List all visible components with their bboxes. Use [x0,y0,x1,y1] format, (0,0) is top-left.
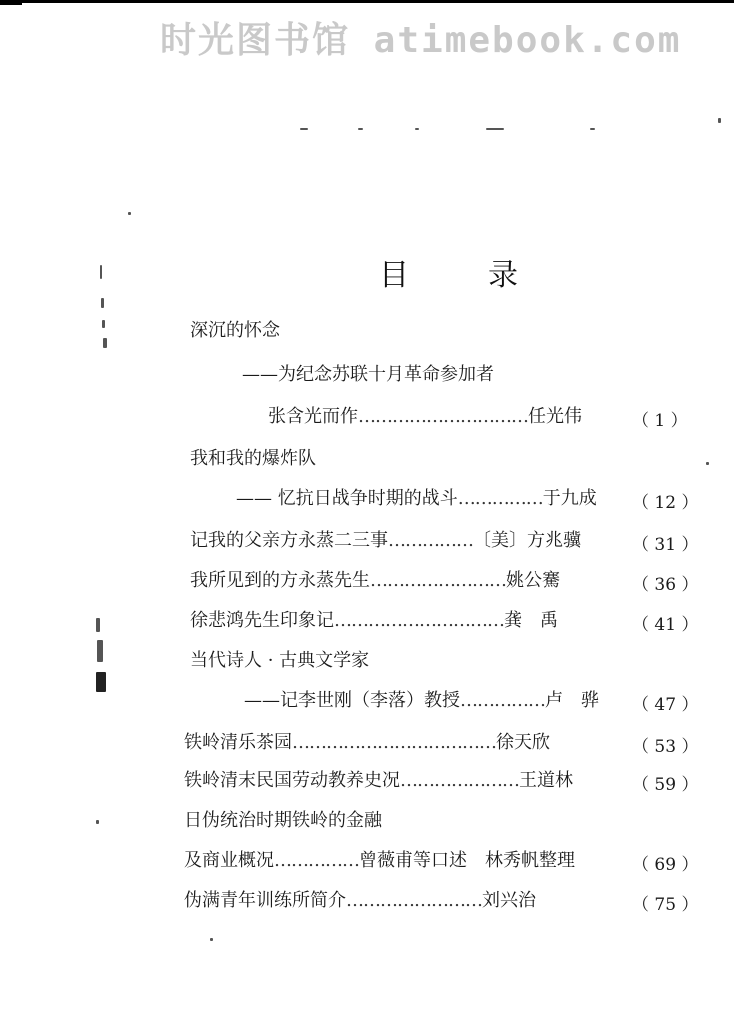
toc-entry-title: 伪满青年训练所简介 [184,890,346,911]
scan-speck [718,118,721,123]
toc-entry-author: 姚公騫 [506,570,560,591]
toc-entry-author: 于九成 [542,488,597,509]
scan-speck [100,265,102,279]
scan-speck [96,672,106,692]
toc-entry-title: 铁岭清末民国劳动教养史况 [184,770,400,791]
toc-entry-author: 刘兴治 [482,890,536,911]
toc-entry-page: （ 53 ） [632,737,699,757]
toc-title-char-2: 录 [488,258,518,293]
toc-entry-title: 及商业概况 [184,850,274,871]
toc-entry-title: 日伪统治时期铁岭的金融 [184,810,382,831]
toc-entry-title: 铁岭清乐茶园 [184,732,292,753]
toc-entry-title: 当代诗人 · 古典文学家 [190,650,370,671]
top-border-mark [0,0,22,5]
scan-speck [102,320,105,328]
toc-entry-leader: ……………………………… [292,732,496,753]
toc-entry [244,690,599,712]
toc-entry [236,488,597,510]
toc-entry-title: —— 忆抗日战争时期的战斗 [236,488,458,509]
toc-entry-leader: …………………… [346,890,482,911]
toc-entry-leader: …………… [388,530,473,551]
toc-entry-author: 曾薇甫等口述 林秀帆整理 [359,850,575,871]
toc-entry-title: 记我的父亲方永蒸二三事 [190,530,388,551]
toc-entry [184,890,536,912]
scan-speck [96,820,99,824]
toc-entry-subtitle: ——为纪念苏联十月革命参加者 [242,364,494,385]
scan-speck [415,128,419,130]
toc-entry-author: 龚 禹 [504,610,558,631]
toc-entry-title: 张含光而作 [268,406,358,427]
toc-entry-page: （ 31 ） [632,535,699,555]
toc-entry-page: （ 1 ） [632,411,688,431]
toc-entry-page: （ 47 ） [632,695,699,715]
toc-entry-leader: ………………… [400,770,519,791]
watermark: 时光图书馆 atimebook.com [160,20,682,61]
toc-entry-title: 我所见到的方永蒸先生 [190,570,370,591]
scan-speck [590,128,595,130]
scan-speck [358,128,363,130]
scan-speck [97,640,103,662]
toc-entry [190,448,316,470]
toc-entry-title: ——记李世刚（李落）教授 [244,690,460,711]
toc-entry [190,570,560,592]
toc-entry-leader: …………………… [370,570,506,591]
toc-entry-author: 任光伟 [528,406,582,427]
scan-speck [101,298,104,308]
scan-speck [103,338,107,348]
scan-speck [706,462,709,465]
scan-speck [128,212,131,215]
toc-entry-leader: …………… [457,488,543,509]
toc-entry-page: （ 75 ） [632,895,699,915]
toc-entry-page: （ 12 ） [632,493,699,513]
toc-entry [184,732,550,754]
toc-entry-page: （ 41 ） [632,615,699,635]
toc-entry-leader: …………… [460,690,545,711]
toc-entry-author: 徐天欣 [496,732,550,753]
toc-entry [184,810,382,832]
toc-entry [190,530,581,552]
scan-speck [300,128,308,130]
scan-speck [486,128,504,130]
scan-speck [96,618,100,632]
toc-entry [190,650,369,672]
toc-entry [190,610,558,632]
toc-entry [184,850,575,872]
toc-entry-title: 深沉的怀念 [190,320,280,341]
toc-entry [190,320,280,342]
toc-title-char-1: 目 [379,258,409,293]
toc-entry-page: （ 69 ） [632,855,699,875]
toc-entry-leader: ………………………… [334,610,504,631]
toc-entry-author: 卢 骅 [545,690,599,711]
toc-entry-author: 〔美〕方兆骥 [473,530,581,551]
top-border-line [0,0,734,3]
toc-entry [268,406,582,428]
toc-entry-page: （ 59 ） [632,775,699,795]
toc-entry-author: 王道林 [519,770,573,791]
toc-entry-page: （ 36 ） [632,575,699,595]
toc-entry-leader: …………… [274,850,359,871]
toc-entry [184,770,573,792]
scan-speck [210,938,213,941]
toc-entry-title: 我和我的爆炸队 [190,448,316,469]
toc-entry [242,364,494,386]
toc-entry-leader: ………………………… [358,406,528,427]
toc-entry-title: 徐悲鸿先生印象记 [190,610,334,631]
